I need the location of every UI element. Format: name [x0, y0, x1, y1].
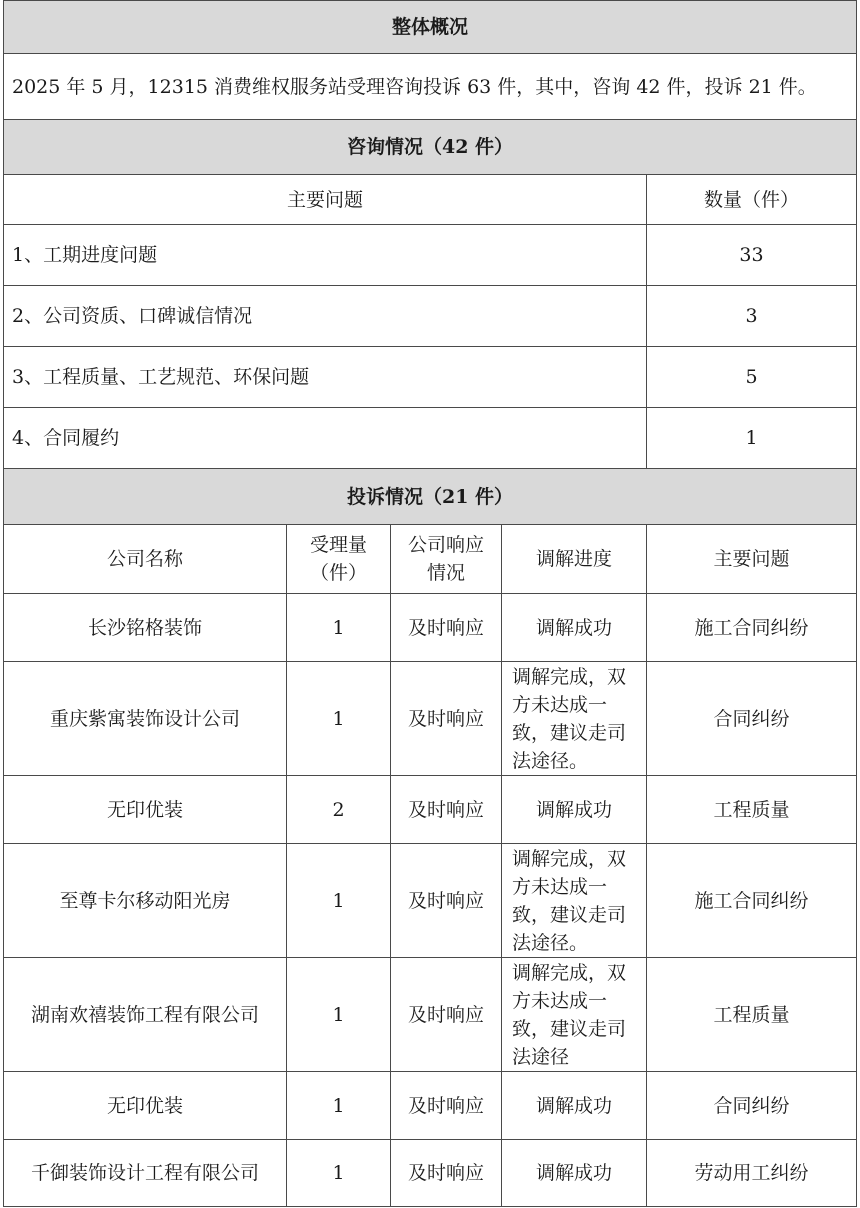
complaint-issue: 工程质量: [647, 776, 857, 844]
consultation-row: [4, 286, 857, 347]
progress-line: 致，建议走司: [512, 721, 627, 744]
complaint-response: 及时响应: [391, 844, 502, 958]
complaint-issue: 施工合同纠纷: [647, 594, 857, 662]
complaint-response: 及时响应: [391, 958, 502, 1072]
complaints-header-issue: 主要问题: [647, 525, 857, 594]
complaints-header-company: 公司名称: [4, 525, 287, 594]
consultation-issue: 3、工程质量、工艺规范、环保问题: [4, 347, 647, 408]
complaint-response: 及时响应: [391, 662, 502, 776]
complaint-company: 至尊卡尔移动阳光房: [4, 844, 287, 958]
complaint-progress: [502, 844, 647, 958]
complaints-title-row: [4, 469, 857, 525]
progress-line: 调解完成，双: [512, 665, 627, 688]
consultation-header-count: 数量（件）: [647, 175, 857, 225]
progress-line: 致，建议走司: [512, 903, 627, 926]
complaint-accepted: 1: [287, 594, 391, 662]
complaint-row: [4, 594, 857, 662]
complaint-issue: 劳动用工纠纷: [647, 1140, 857, 1207]
overview-text-row: [4, 54, 857, 120]
complaint-progress: 调解成功: [502, 594, 647, 662]
consultation-issue: 2、公司资质、口碑诚信情况: [4, 286, 647, 347]
complaints-header-progress: 调解进度: [502, 525, 647, 594]
complaints-title: 投诉情况（21 件）: [4, 469, 857, 525]
complaint-response: 及时响应: [391, 776, 502, 844]
complaint-response: 及时响应: [391, 1072, 502, 1140]
complaints-header-accepted: [287, 525, 391, 594]
complaint-accepted: 1: [287, 662, 391, 776]
overview-title: 整体概况: [4, 1, 857, 54]
complaint-issue: 合同纠纷: [647, 662, 857, 776]
complaint-progress: 调解成功: [502, 1072, 647, 1140]
consultation-header-issue: 主要问题: [4, 175, 647, 225]
progress-line: 方未达成一: [512, 693, 608, 716]
progress-line: 调解完成，双: [512, 961, 627, 984]
consultation-header-row: [4, 175, 857, 225]
complaints-header-response: [391, 525, 502, 594]
complaint-accepted: 2: [287, 776, 391, 844]
consultation-count: 33: [647, 225, 857, 286]
header-response-line: 情况: [426, 562, 465, 584]
complaint-company: 无印优装: [4, 776, 287, 844]
progress-line: 法途径。: [512, 749, 589, 772]
complaint-response: 及时响应: [391, 1140, 502, 1207]
complaint-progress: [502, 958, 647, 1072]
complaint-row: [4, 1072, 857, 1140]
complaint-issue: 施工合同纠纷: [647, 844, 857, 958]
overview-title-row: [4, 1, 857, 54]
progress-line: 法途径。: [512, 931, 589, 954]
progress-line: 方未达成一: [512, 989, 608, 1012]
complaint-company: 重庆紫寓装饰设计公司: [4, 662, 287, 776]
complaint-accepted: 1: [287, 1072, 391, 1140]
header-accepted-line: 受理量: [309, 534, 367, 556]
complaint-row: [4, 958, 857, 1072]
complaint-progress: [502, 662, 647, 776]
complaint-progress: 调解成功: [502, 776, 647, 844]
complaint-accepted: 1: [287, 1140, 391, 1207]
complaint-accepted: 1: [287, 844, 391, 958]
complaint-company: 千御装饰设计工程有限公司: [4, 1140, 287, 1207]
consultation-count: 1: [647, 408, 857, 469]
progress-line: 方未达成一: [512, 875, 608, 898]
complaint-row: [4, 776, 857, 844]
progress-line: 调解完成，双: [512, 847, 627, 870]
consultation-row: [4, 225, 857, 286]
complaint-response: 及时响应: [391, 594, 502, 662]
overview-text: 2025 年 5 月，12315 消费维权服务站受理咨询投诉 63 件，其中，咨询 42 件，投诉 21 件。: [4, 54, 857, 120]
report-table: [3, 0, 857, 1207]
consultation-row: [4, 347, 857, 408]
complaint-row: [4, 1140, 857, 1207]
complaint-issue: 合同纠纷: [647, 1072, 857, 1140]
consultation-count: 3: [647, 286, 857, 347]
complaint-row: [4, 844, 857, 958]
consultation-count: 5: [647, 347, 857, 408]
complaints-header-row: [4, 525, 857, 594]
complaint-accepted: 1: [287, 958, 391, 1072]
consultation-issue: 4、合同履约: [4, 408, 647, 469]
consultation-issue: 1、工期进度问题: [4, 225, 647, 286]
complaint-company: 长沙铭格装饰: [4, 594, 287, 662]
consultation-title-row: [4, 120, 857, 175]
consultation-title: 咨询情况（42 件）: [4, 120, 857, 175]
complaint-company: 湖南欢禧装饰工程有限公司: [4, 958, 287, 1072]
complaint-issue: 工程质量: [647, 958, 857, 1072]
complaint-company: 无印优装: [4, 1072, 287, 1140]
header-response-line: 公司响应: [407, 534, 484, 556]
progress-line: 致，建议走司: [512, 1017, 627, 1040]
header-accepted-line: （件）: [309, 562, 367, 584]
consultation-row: [4, 408, 857, 469]
complaint-progress: 调解成功: [502, 1140, 647, 1207]
progress-line: 法途径: [512, 1045, 570, 1068]
complaint-row: [4, 662, 857, 776]
